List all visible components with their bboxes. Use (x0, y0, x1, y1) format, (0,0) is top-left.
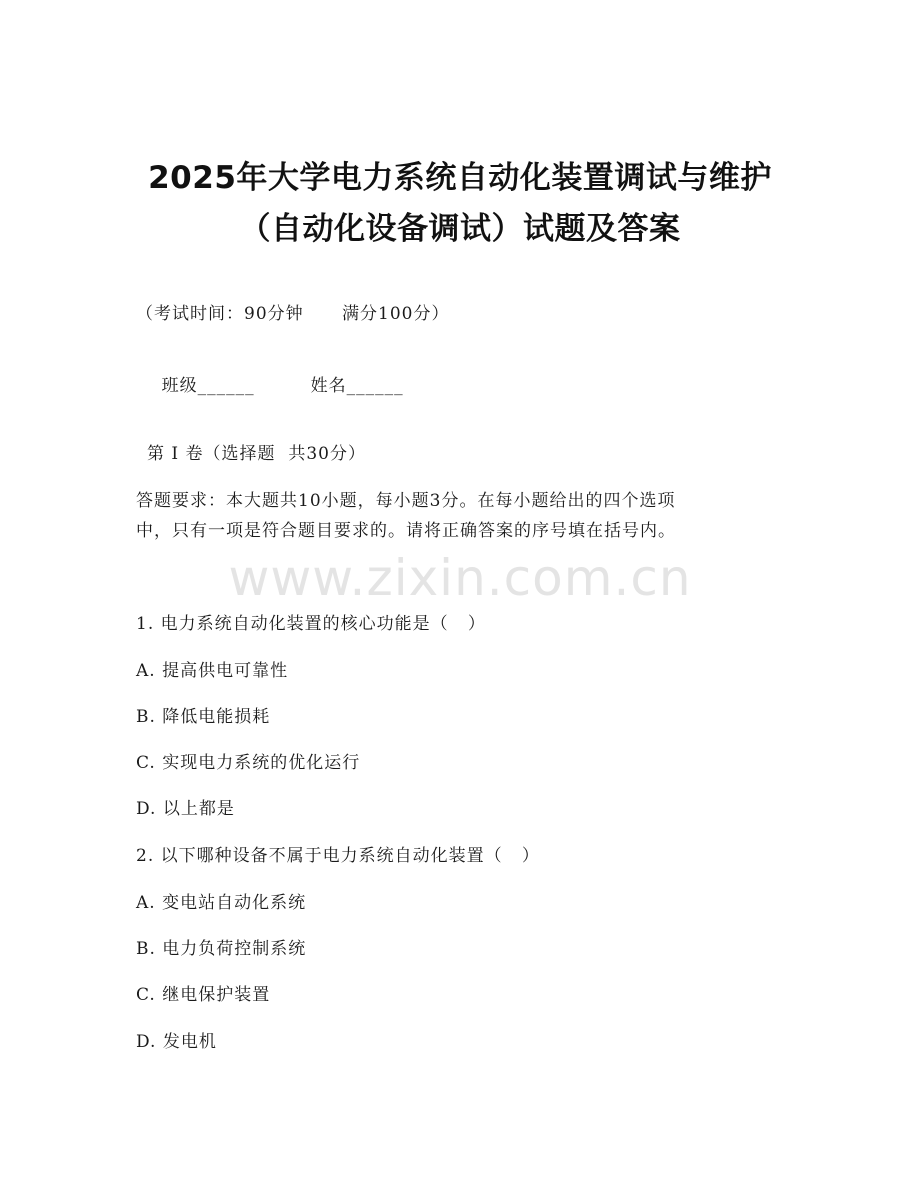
question-2-stem: 2. 以下哪种设备不属于电力系统自动化装置（ ） (136, 846, 540, 866)
question-2-option-d: D. 发电机 (136, 1032, 217, 1052)
document-title-line-1: 2025年大学电力系统自动化装置调试与维护 (148, 160, 772, 196)
document-title-line-2: （自动化设备调试）试题及答案 (239, 211, 681, 247)
class-field-label: 班级______ (161, 376, 255, 396)
section-title: 第 I 卷（选择题 共30分） (147, 444, 366, 464)
watermark: www.zixin.com.cn (228, 549, 692, 607)
exam-info: （考试时间：90分钟 满分100分） (136, 304, 450, 324)
student-info-row (136, 350, 404, 422)
question-1-option-c: C. 实现电力系统的优化运行 (136, 753, 361, 773)
question-1-option-d: D. 以上都是 (136, 799, 235, 819)
question-1-option-b: B. 降低电能损耗 (136, 707, 271, 727)
question-2-option-c: C. 继电保护装置 (136, 985, 271, 1005)
name-field-label: 姓名______ (310, 376, 404, 396)
answer-requirements-line-2: 中，只有一项是符合题目要求的。请将正确答案的序号填在括号内。 (136, 521, 676, 541)
question-2-option-a: A. 变电站自动化系统 (136, 893, 307, 913)
question-2-option-b: B. 电力负荷控制系统 (136, 939, 307, 959)
answer-requirements-line-1: 答题要求：本大题共10小题，每小题3分。在每小题给出的四个选项 (136, 491, 676, 511)
question-1-option-a: A. 提高供电可靠性 (136, 661, 289, 681)
question-1-stem: 1. 电力系统自动化装置的核心功能是（ ） (136, 614, 486, 634)
